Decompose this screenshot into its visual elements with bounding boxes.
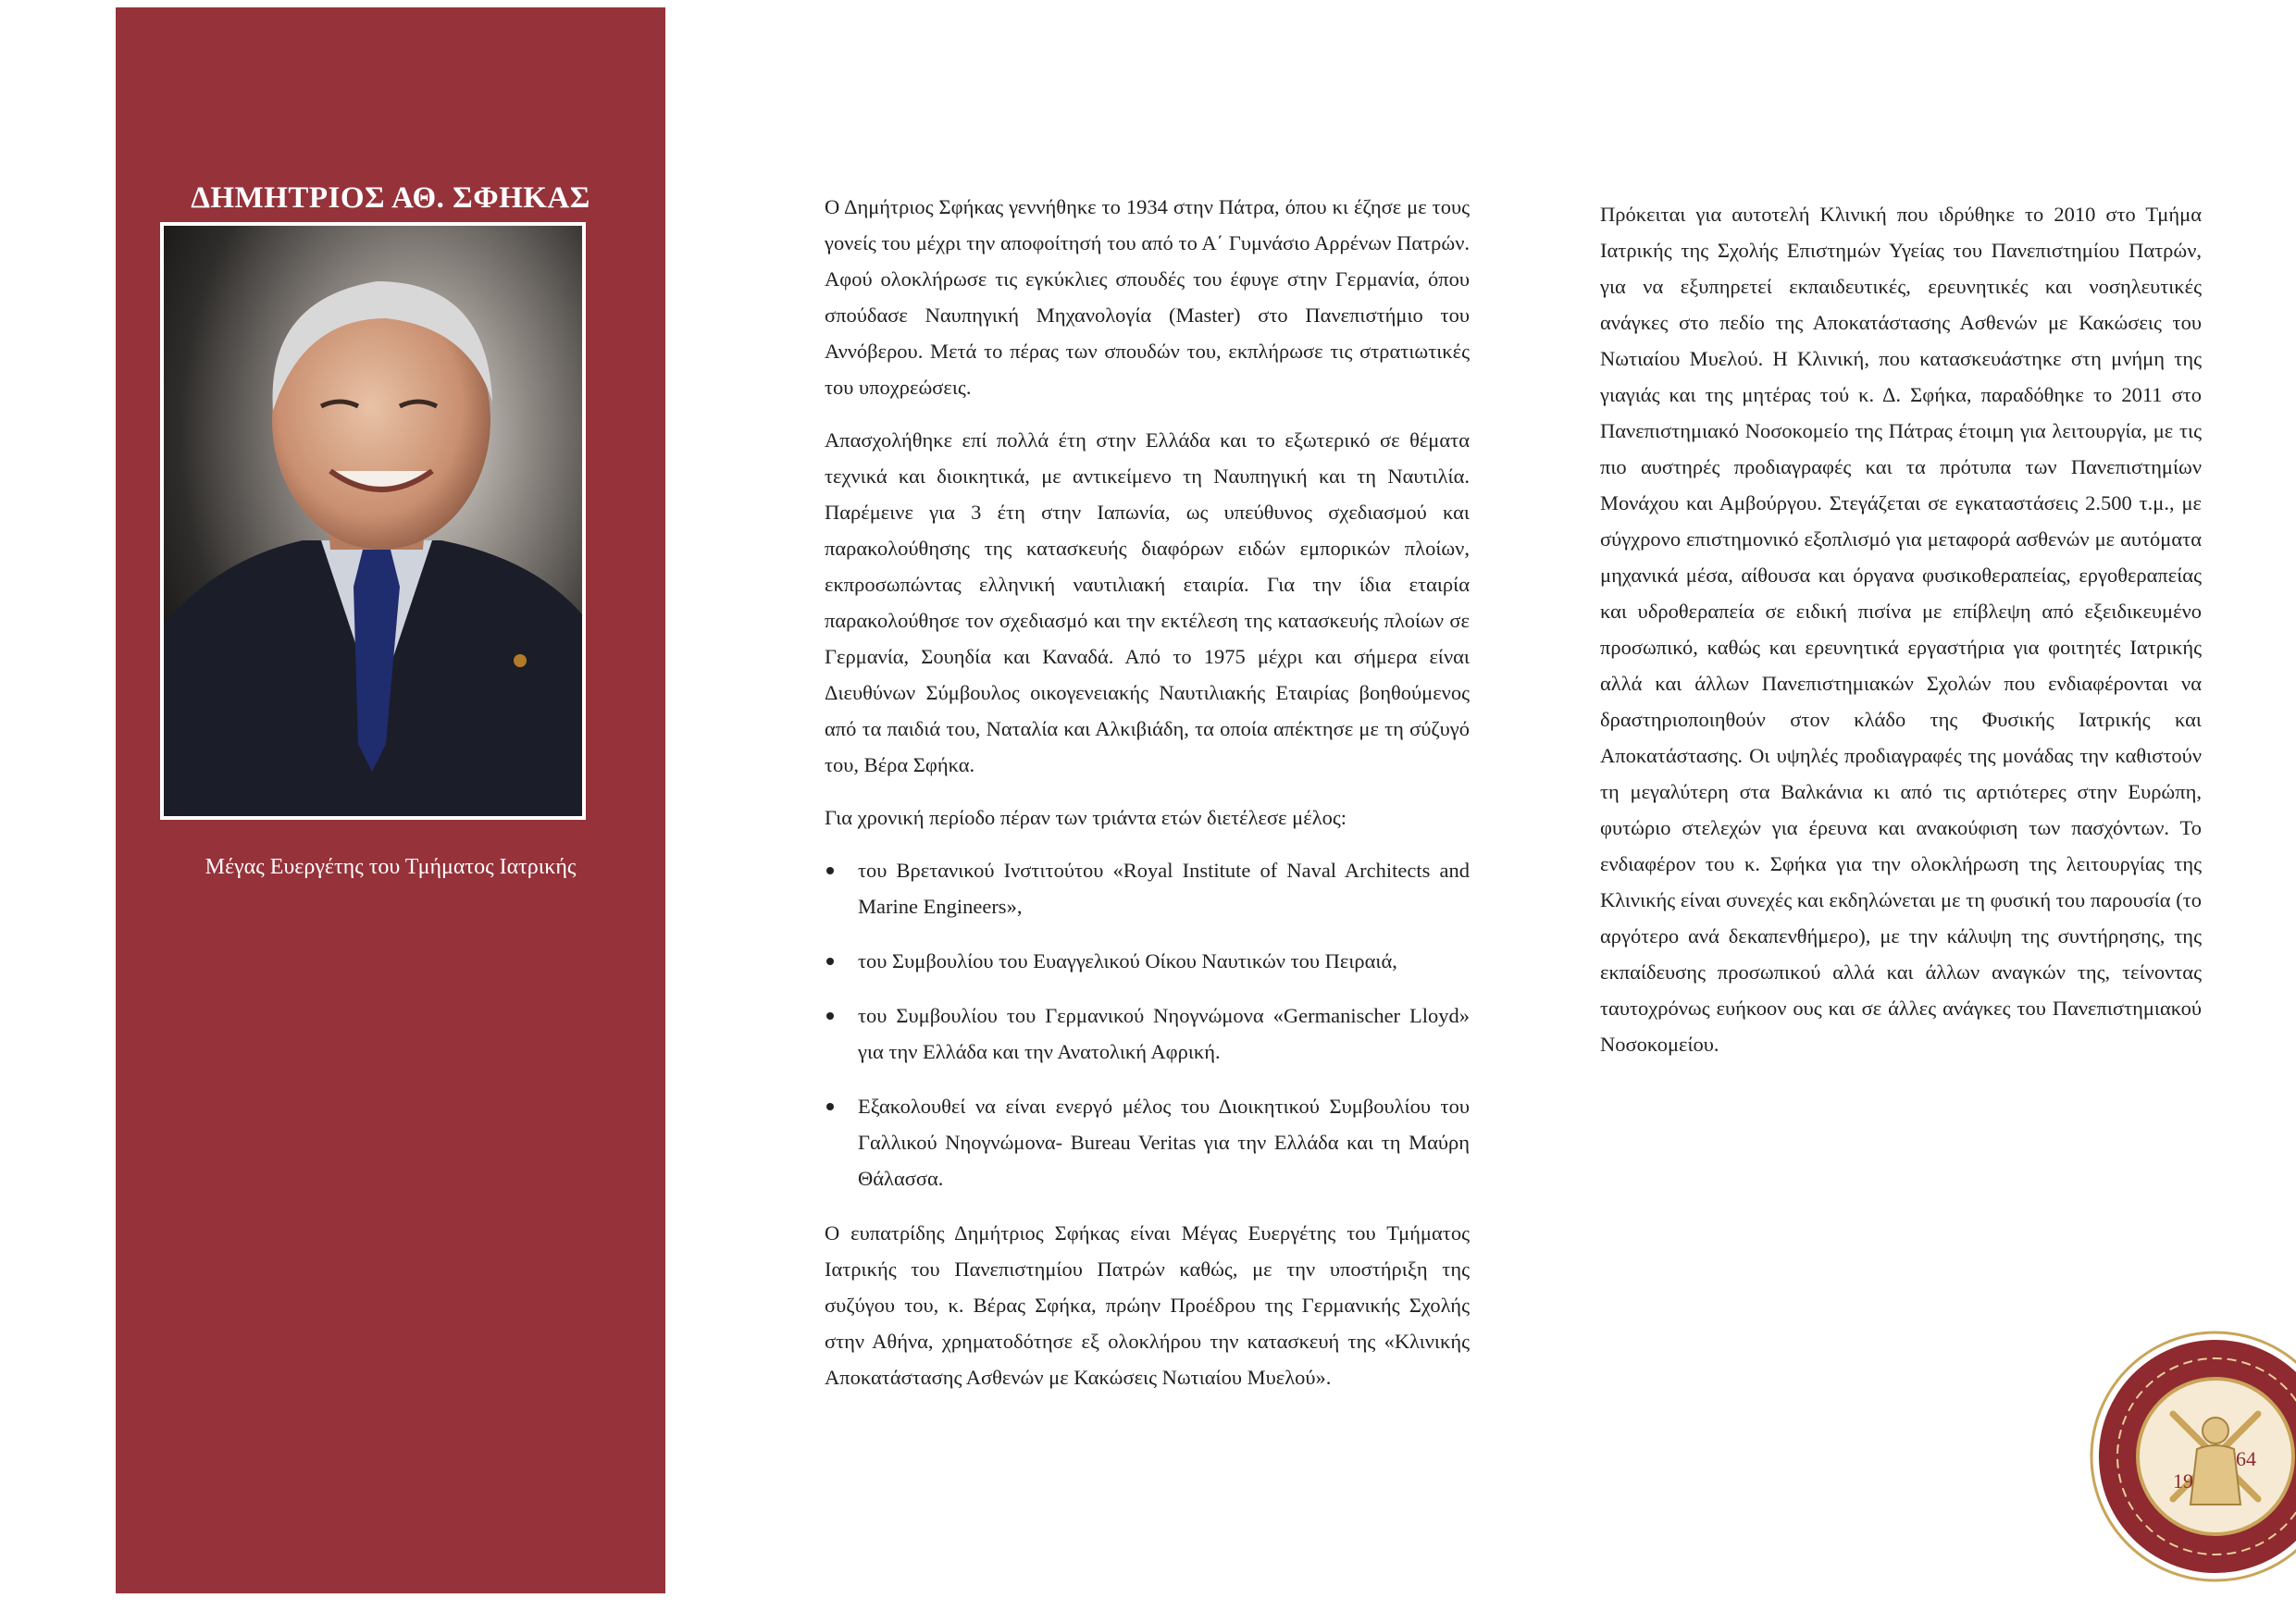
seal-figure-body: [2191, 1445, 2240, 1505]
portrait-caption: Μέγας Ευεργέτης του Τμήματος Ιατρικής: [205, 855, 577, 879]
sidebar-panel: [116, 7, 665, 1593]
bio-paragraph: Ο Δημήτριος Σφήκας γεννήθηκε το 1934 στην Πάτρα, όπου κι έζησε με τους γονείς του μέχρι την αποφοίτησή του από το Α΄ Γυμνάσιο Αρρένων Πατρών. Αφού ολοκλήρωσε τις εγκύκλιες σπουδές του έφυγε στην Γερμανία, όπου σπούδασε Ναυπηγική Μηχανολογία (Master) στο Πανεπιστήμιο του Αννόβερου. Μετά το πέρας των σπουδών του, εκπλήρωσε τις στρατιωτικές του υποχρεώσεις.: [825, 195, 1470, 399]
membership-item: [825, 997, 1470, 1070]
bio-closing-paragraph: Ο ευπατρίδης Δημήτριος Σφήκας είναι Μέγας Ευεργέτης του Τμήματος Ιατρικής του Πανεπιστημίου Πατρών καθώς, με την υποστήριξη της συζύγου του, κ. Βέρας Σφήκα, πρώην Προέδρου της Γερμανικής Σχολής στην Αθήνα, χρηματοδότησε εξ ολοκλήρου την κατασκευή της «Κλινικής Αποκατάστασης Ασθενών με Κακώσεις Νωτιαίου Μυελού».: [825, 1221, 1470, 1389]
membership-item: [825, 1088, 1470, 1196]
university-seal: [2088, 1329, 2296, 1584]
membership-text: του Βρετανικού Ινστιτούτου «Royal Institute of Naval Architects and Marine Engineers»,: [858, 859, 1470, 918]
membership-list: [825, 852, 1470, 1196]
portrait-illustration: [164, 226, 582, 816]
bio-paragraph: Για χρονική περίοδο πέραν των τριάντα ετών διετέλεσε μέλος:: [825, 806, 1347, 829]
clinic-paragraph: Πρόκειται για αυτοτελή Κλινική που ιδρύθηκε το 2010 στο Τμήμα Ιατρικής της Σχολής Επιστημών Υγείας του Πανεπιστημίου Πατρών, για να εξυπηρετεί εκπαιδευτικές, ερευνητικές και νοσηλευτικές ανάγκες στο πεδίο της Αποκατάστασης Ασθενών με Κακώσεις του Νωτιαίου Μυελού. Η Κλινική, που κατασκευάστηκε στη μνήμη της γιαγιάς και της μητέρας τού κ. Δ. Σφήκα, παραδόθηκε το 2011 στο Πανεπιστημιακό Νοσοκομείο της Πάτρας έτοιμη για λειτουργία, με τις πιο αυστηρές προδιαγραφές και τα πρότυπα των Πανεπιστημίων Μονάχου και Αμβούργου. Στεγάζεται σε εγκαταστάσεις 2.500 τ.μ., με σύγχρονο επιστημονικό εξοπλισμό για μεταφορά ασθενών με αυτόματα μηχανικά μέσα, αίθουσα και όργανα φυσικοθεραπείας, εργοθεραπείας και υδροθεραπεία σε ειδική πισίνα με επίβλεψη από εξειδικευμένο προσωπικό, καθώς και ερευνητικά εργαστήρια για φοιτητές Ιατρικής αλλά και άλλων Πανεπιστημιακών Σχολών που ενδιαφέρονται να δραστηριοποιηθούν στον κλάδο της Φυσικής Ιατρικής και Αποκατάστασης. Οι υψηλές προδιαγραφές της μονάδας την καθιστούν τη μεγαλύτερη στα Βαλκάνια κι από τις αρτιότερες στην Ευρώπη, φυτώριο στελεχών για έρευνα και ανακούφιση των πασχόντων. Το ενδιαφέρον του κ. Σφήκα για την ολοκλήρωση της λειτουργίας της Κλινικής είναι συνεχές και εκδηλώνεται με τη φυσική του παρουσία (το αργότερο ανά δεκαπενθήμερο), με την κάλυψη της συντήρησης, της εκπαίδευσης προσωπικού αλλά και άλλων αναγκών της, τείνοντας ταυτοχρόνως ευήκοον ους και σε άλλες ανάγκες του Πανεπιστημιακού Νοσοκομείου.: [1600, 203, 2202, 1056]
person-name-heading: ΔΗΜΗΤΡΙΟΣ ΑΘ. ΣΦΗΚΑΣ: [191, 181, 590, 215]
biography-column: [825, 189, 1470, 1412]
membership-text: Εξακολουθεί να είναι ενεργό μέλος του Διοικητικού Συμβουλίου του Γαλλικού Νηογνώμονα- Bureau Veritas για την Ελλάδα και τη Μαύρη Θάλασσα.: [858, 1095, 1470, 1190]
seal-figure-head: [2203, 1418, 2228, 1443]
membership-item: [825, 852, 1470, 924]
seal-year-left: 19: [2173, 1469, 2193, 1493]
portrait-photo: [160, 222, 586, 820]
bullet-icon: [826, 1012, 834, 1020]
membership-text: του Συμβουλίου του Ευαγγελικού Οίκου Ναυτικών του Πειραιά,: [858, 949, 1397, 973]
membership-item: [825, 943, 1470, 979]
seal-year-right: 64: [2236, 1447, 2256, 1470]
bio-paragraph: Απασχολήθηκε επί πολλά έτη στην Ελλάδα και το εξωτερικό σε θέματα τεχνικά και διοικητικά, με αντικείμενο τη Ναυπηγική και τη Ναυτιλία. Παρέμεινε για 3 έτη στην Ιαπωνία, ως υπεύθυνος σχεδιασμού και παρακολούθησης της κατασκευής διαφόρων ειδών εμπορικών πλοίων, εκπροσωπώντας ελληνική ναυτιλιακή εταιρία. Για την ίδια εταιρία παρακολούθησε τον σχεδιασμό και την εκτέλεση της κατασκευής πλοίων σε Γερμανία, Σουηδία και Καναδά. Από το 1975 μέχρι και σήμερα είναι Διευθύνων Σύμβουλος οικογενειακής Ναυτιλιακής Εταιρίας βοηθούμενος από τα παιδιά του, Ναταλία και Αλκιβιάδη, τα οποία απέκτησε με τη σύζυγό του, Βέρα Σφήκα.: [825, 428, 1470, 776]
clinic-column: [1600, 196, 2202, 1079]
bullet-icon: [826, 958, 834, 965]
membership-text: του Συμβουλίου του Γερμανικού Νηογνώμονα «Germanischer Lloyd» για την Ελλάδα και την Ανατολική Αφρική.: [858, 1004, 1470, 1063]
bullet-icon: [826, 1103, 834, 1110]
bullet-icon: [826, 867, 834, 874]
